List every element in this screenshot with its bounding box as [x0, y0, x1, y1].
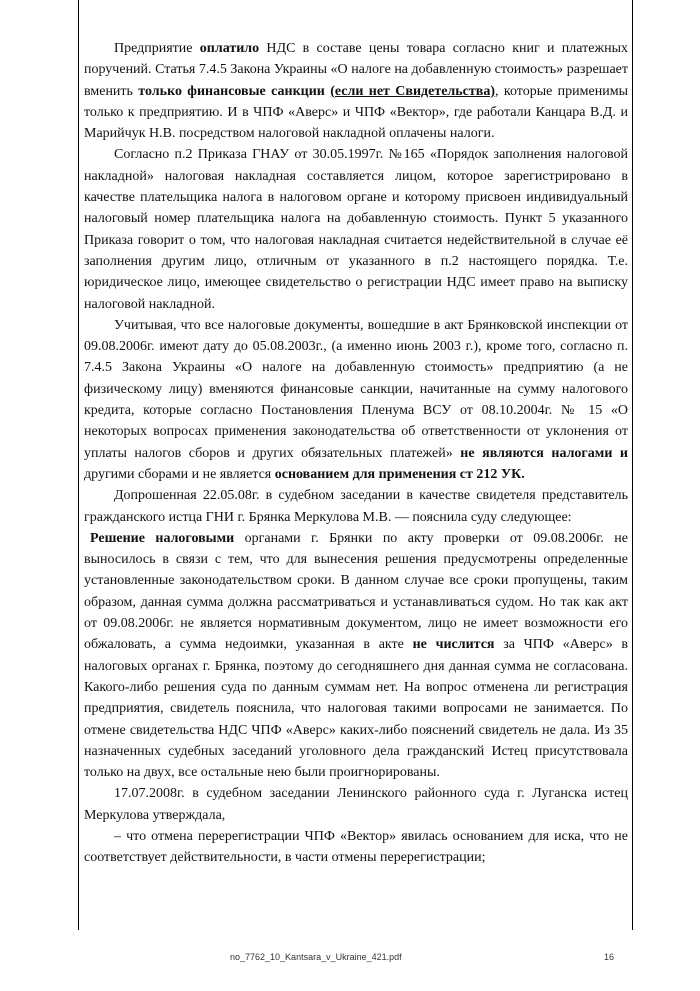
- text-segment: Согласно п.2 Приказа ГНАУ от 30.05.1997г. №165 «Порядок заполнения налоговой накладной» налоговая накладная составляется лицом, которое зарегистрировано в качестве плательщика налога в налоговом органе и которому присвоен индивидуальный налоговый номер плательщика налога на добавленную стоимость. Пункт 5 указанного Приказа говорит о том, что налоговая накладная считается недействительной в случае её заполнения другим лицо, отличным от указанного в п.2 настоящего порядка. Т.е. юридическое лицо, имеющее свидетельство о регистрации НДС имеет право на выписку налоговой накладной.: [84, 147, 628, 312]
- paragraph-p4: [84, 485, 628, 528]
- page-number: 16: [604, 952, 615, 962]
- document-body: [84, 38, 628, 869]
- paragraph-p5: [84, 528, 628, 784]
- bold-text: не числится: [412, 637, 495, 653]
- right-margin-rule: [632, 0, 633, 930]
- text-segment: Учитывая, что все налоговые документы, вошедшие в акт Брянковской инспекции от 09.08.2006г. имеют дату до 05.08.2003г., (а именно июнь 2003 г.), кроме того, согласно п. 7.4.5 Закона Украины «О налоге на добавленную стоимость» предприятию (а не физическому лицу) вменяются финансовые санкции, начитанные на сумму налогового кредита, которые согласно Постановления Пленума ВСУ от 08.10.2004г. № 15 «О некоторых вопросах применения законодательства об ответственности от уклонения от уплаты налогов сборов и других обязательных платежей»: [84, 317, 628, 461]
- bold-text: основанием для применения ст 212 УК.: [274, 466, 525, 482]
- text-segment: органами г. Брянки по акту проверки от 09.08.2006г. не выносилось в связи с тем, что для вынесения решения предусмотрены определенные установленные законодательством сроки. В данном случае все сроки пропущены, таким образом, данная сумма должна рассматриваться и устанавливаться судом. Но так как акт от 09.08.2006г. не является нормативным документом, лицо не имеет возможности его обжаловать, а сумма недоимки, указанная в акте: [84, 530, 629, 653]
- bold-text: налоговыми: [155, 530, 235, 546]
- bold-text: только финансовые санкции: [138, 83, 325, 99]
- text-segment: , которые применимы только к предприятию. И в ЧПФ «Аверс» и ЧПФ «Вектор», где работали Канцара В.Д. и Марийчук Н.В. посредством налоговой накладной оплачены налоги.: [84, 83, 628, 142]
- paragraph-p2: [84, 144, 628, 314]
- text-segment: Предприятие: [114, 41, 200, 56]
- text-segment: Допрошенная 22.05.08г. в судебном заседании в качестве свидетеля представитель гражданского истца ГНИ г. Брянка Меркулова М.В. — пояснила суду следующее:: [84, 488, 628, 525]
- bold-text: не являются налогами и: [460, 445, 628, 461]
- left-margin-rule: [78, 0, 79, 930]
- bold-text: оплатило: [199, 41, 260, 56]
- paragraph-p1: [84, 38, 628, 144]
- bold-text: Решение: [90, 530, 145, 546]
- underlined-bold-text: (если нет Свидетельства): [330, 83, 495, 99]
- text-segment: другими сборами и не является: [84, 466, 275, 482]
- footer-filename: no_7762_10_Kantsara_v_Ukraine_421.pdf: [230, 952, 402, 962]
- text-segment: НДС в составе цены товара согласно книг и платежных поручений. Статья 7.4.5 Закона Украины «О налоге на добавленную стоимость» разрешает вменить: [84, 41, 628, 99]
- text-segment: – что отмена перерегистрации ЧПФ «Вектор» явилась основанием для иска, что не соответствует действительности, в части отмены перерегистрации;: [84, 828, 628, 866]
- paragraph-p3: [84, 315, 628, 485]
- text-segment: 17.07.2008г. в судебном заседании Ленинского районного суда г. Луганска истец Меркулова утверждала,: [84, 786, 628, 823]
- paragraph-p7: [84, 826, 628, 869]
- text-segment: за ЧПФ «Аверс» в налоговых органах г. Брянка, поэтому до сегодняшнего дня данная сумма не согласована. Какого-либо решения суда по данным суммам нет. На вопрос отменена ли регистрация предприятия, свидетель пояснила, что налоговая такими вопросами не занимается. По отмене свидетельства НДС ЧПФ «Аверс» каких-либо пояснений свидетель не дала. Из 35 назначенных судебных заседаний уголовного дела гражданский Истец присутствовала только на двух, все остальные нею были проигнорированы.: [84, 637, 628, 781]
- text-segment: [145, 531, 155, 546]
- paragraph-p6: [84, 783, 628, 826]
